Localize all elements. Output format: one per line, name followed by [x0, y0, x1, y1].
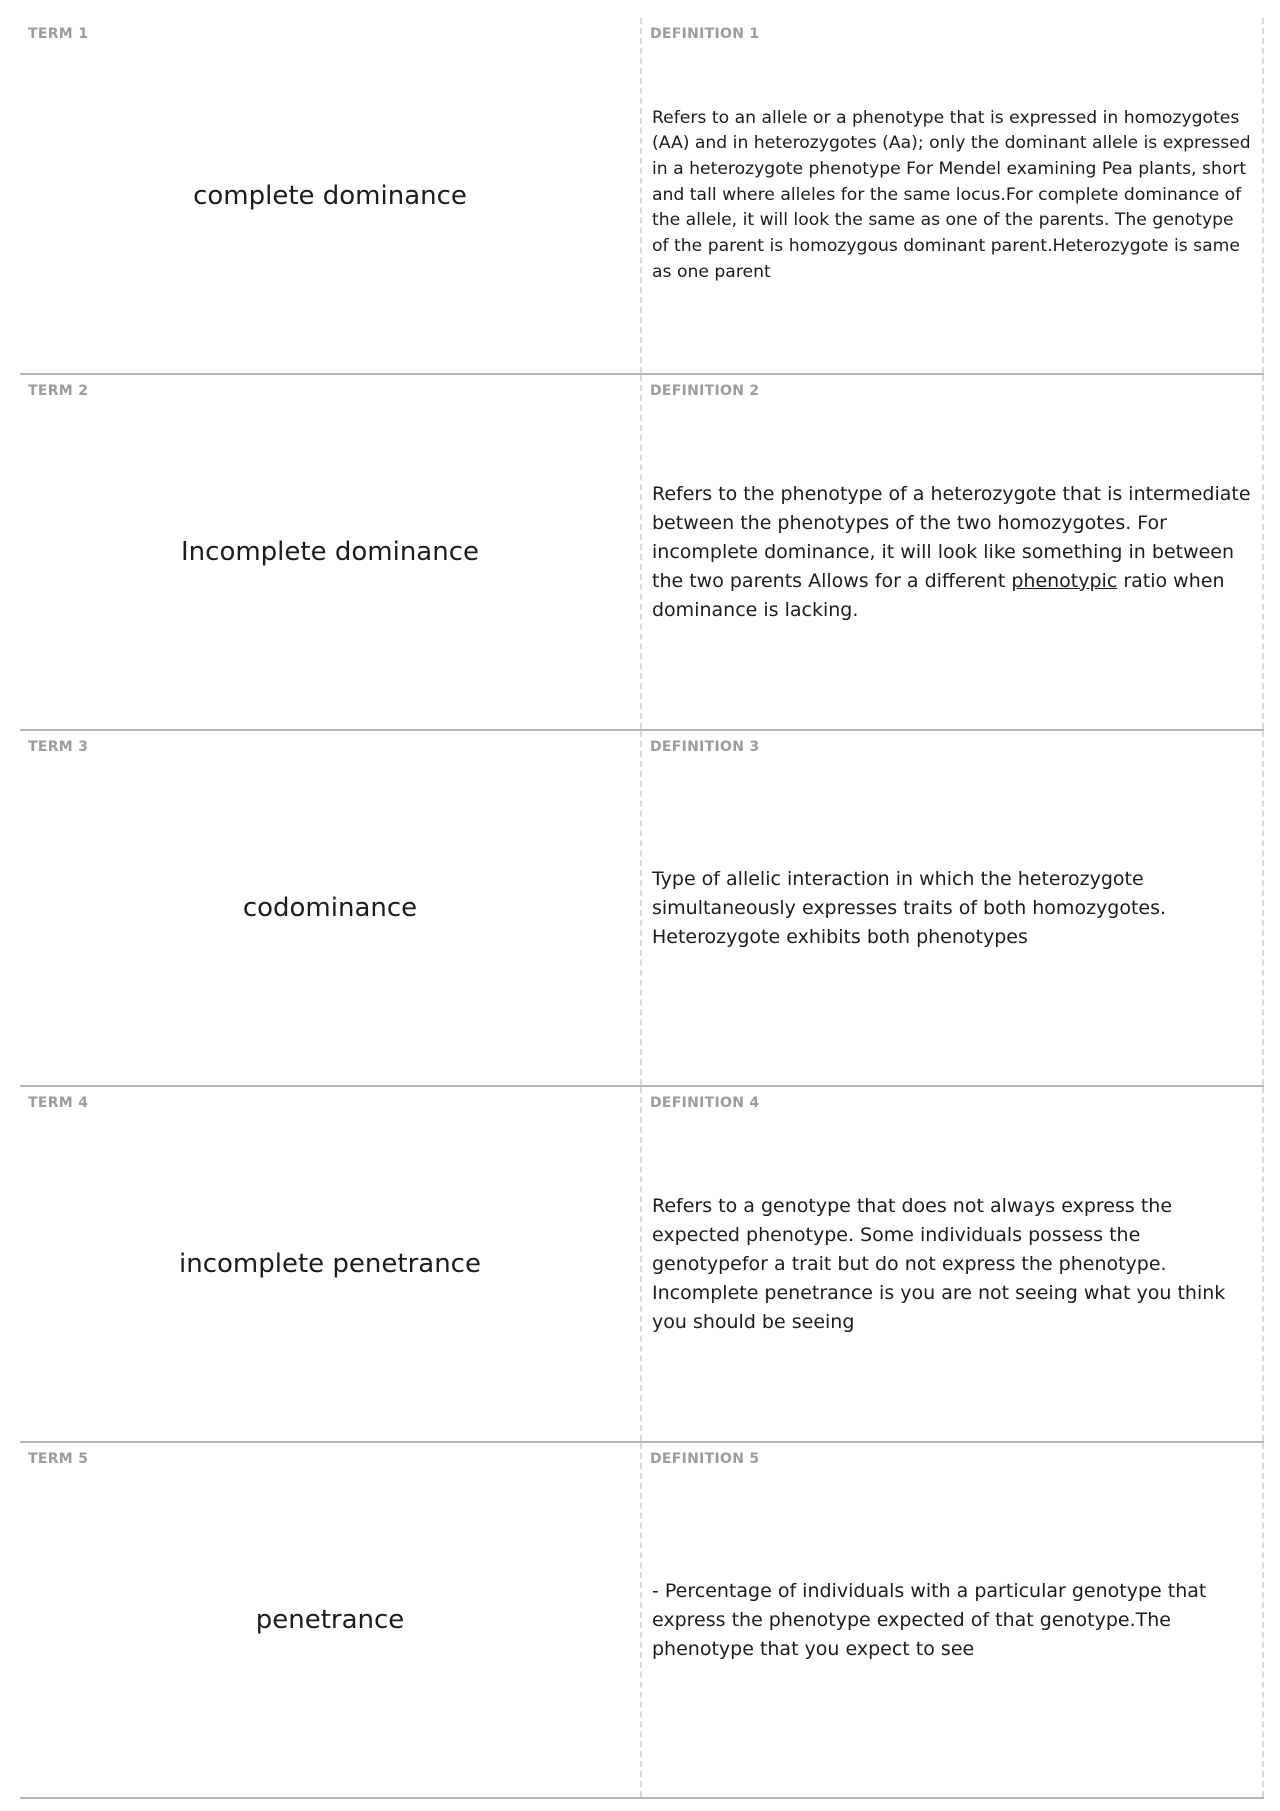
- definition-cell: [642, 1443, 1264, 1797]
- definition-cell: [642, 1087, 1264, 1441]
- definition-cell: [642, 375, 1264, 729]
- term-text: Incomplete dominance: [181, 537, 479, 567]
- definition-text: [652, 1087, 1254, 1441]
- term-cell: [20, 1443, 642, 1797]
- definition-body: Refers to an allele or a phenotype that is expressed in homozygotes (AA) and in heterozygotes (Aa); only the dominant allele is expressed in a heterozygote phenotype For Mendel examining Pea plants, short and tall where alleles for the same locus.For complete dominance of the allele, it will look the same as one of the parents. The genotype of the parent is homozygous dominant parent.Heterozygote is same as one parent: [652, 107, 1251, 282]
- definition-text-after: ratio when dominance is lacking.: [652, 569, 1225, 621]
- definition-label: DEFINITION 1: [650, 26, 760, 42]
- term-cell: [20, 1087, 642, 1441]
- definition-label: DEFINITION 3: [650, 739, 760, 755]
- term-label: TERM 2: [28, 383, 89, 399]
- term-label: TERM 4: [28, 1095, 89, 1111]
- definition-label: DEFINITION 2: [650, 383, 760, 399]
- definition-cell: [642, 18, 1264, 373]
- term-label: TERM 1: [28, 26, 89, 42]
- definition-body: [652, 480, 1254, 625]
- term-label: TERM 5: [28, 1451, 89, 1467]
- term-cell: [20, 18, 642, 373]
- definition-cell: [642, 731, 1264, 1085]
- underlined-word: phenotypic: [1011, 569, 1118, 592]
- term-cell: [20, 731, 642, 1085]
- flashcard-row: [20, 18, 1264, 375]
- term-text: penetrance: [255, 1605, 405, 1635]
- flashcard-sheet: [20, 18, 1264, 1799]
- definition-text: [652, 731, 1254, 1085]
- definition-text: [652, 375, 1254, 729]
- term-label: TERM 3: [28, 739, 89, 755]
- definition-text: [652, 1443, 1254, 1797]
- definition-label: DEFINITION 4: [650, 1095, 760, 1111]
- flashcard-row: [20, 1087, 1264, 1443]
- flashcard-row: [20, 375, 1264, 731]
- definition-body: Type of allelic interaction in which the heterozygote simultaneously expresses traits of both homozygotes. Heterozygote exhibits both phenotypes: [652, 867, 1167, 948]
- flashcard-row: [20, 731, 1264, 1087]
- term-text: complete dominance: [193, 180, 467, 211]
- definition-body: - Percentage of individuals with a particular genotype that express the phenotype expected of that genotype.The phenotype that you expect to see: [652, 1579, 1207, 1660]
- term-cell: [20, 375, 642, 729]
- term-text: incomplete penetrance: [179, 1249, 481, 1279]
- definition-body: Refers to a genotype that does not always express the expected phenotype. Some individuals possess the genotypefor a trait but do not express the phenotype. Incomplete penetrance is you are not seeing what you think you should be seeing: [652, 1194, 1226, 1333]
- definition-text: [652, 18, 1254, 373]
- definition-text-before: Refers to the phenotype of a heterozygote that is intermediate between the phenotypes of the two homozygotes. For incomplete dominance, it will look like something in between the two parents Allows for a different: [652, 482, 1251, 592]
- flashcard-row: [20, 1443, 1264, 1799]
- term-text: codominance: [242, 893, 418, 923]
- definition-label: DEFINITION 5: [650, 1451, 760, 1467]
